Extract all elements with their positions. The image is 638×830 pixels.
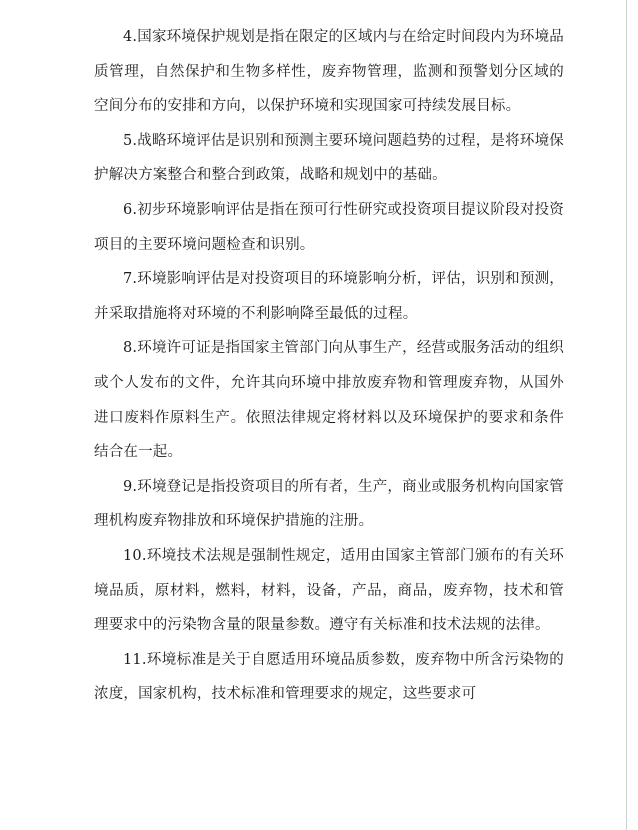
document-body xyxy=(94,20,564,712)
paragraph-6-preliminary-assessment: 6.初步环境影响评估是指在预可行性研究或投资项目提议阶段对投资项目的主要环境问题检查和识别。 xyxy=(94,201,564,253)
paragraph-9-environmental-registration: 9.环境登记是指投资项目的所有者，生产，商业或服务机构向国家管理机构废弃物排放和环境保护措施的注册。 xyxy=(94,478,564,530)
page-edge-divider xyxy=(626,0,627,830)
paragraph-7-impact-assessment: 7.环境影响评估是对投资项目的环境影响分析，评估，识别和预测，并采取措施将对环境的不利影响降至最低的过程。 xyxy=(94,271,564,322)
paragraph-8-environmental-permit: 8.环境许可证是指国家主管部门向从事生产，经营或服务活动的组织或个人发布的文件，允许其向环境中排放废弃物和管理废弃物，从国外进口废料作原料生产。依照法律规定将材料以及环境保护的要求和条件结合在一起。 xyxy=(94,340,564,461)
paragraph-10-technical-regulations: 10.环境技术法规是强制性规定，适用由国家主管部门颁布的有关环境品质，原材料，燃料，材料，设备，产品，商品，废弃物，技术和管理要求中的污染物含量的限量参数。遵守有关标准和技术法规的法律。 xyxy=(94,547,564,634)
paragraph-4-planning: 4.国家环境保护规划是指在限定的区域内与在给定时间段内为环境品质管理，自然保护和生物多样性，废弃物管理，监测和预警划分区域的空间分布的安排和方向，以保护环境和实现国家可持续发展目标。 xyxy=(94,29,564,115)
paragraph-5-strategic-assessment: 5.战略环境评估是识别和预测主要环境问题趋势的过程，是将环境保护解决方案整合和整合到政策，战略和规划中的基础。 xyxy=(94,132,564,184)
paragraph-11-environmental-standards: 11.环境标准是关于自愿适用环境品质参数，废弃物中所含污染物的浓度，国家机构，技术标准和管理要求的规定，这些要求可 xyxy=(94,651,564,703)
